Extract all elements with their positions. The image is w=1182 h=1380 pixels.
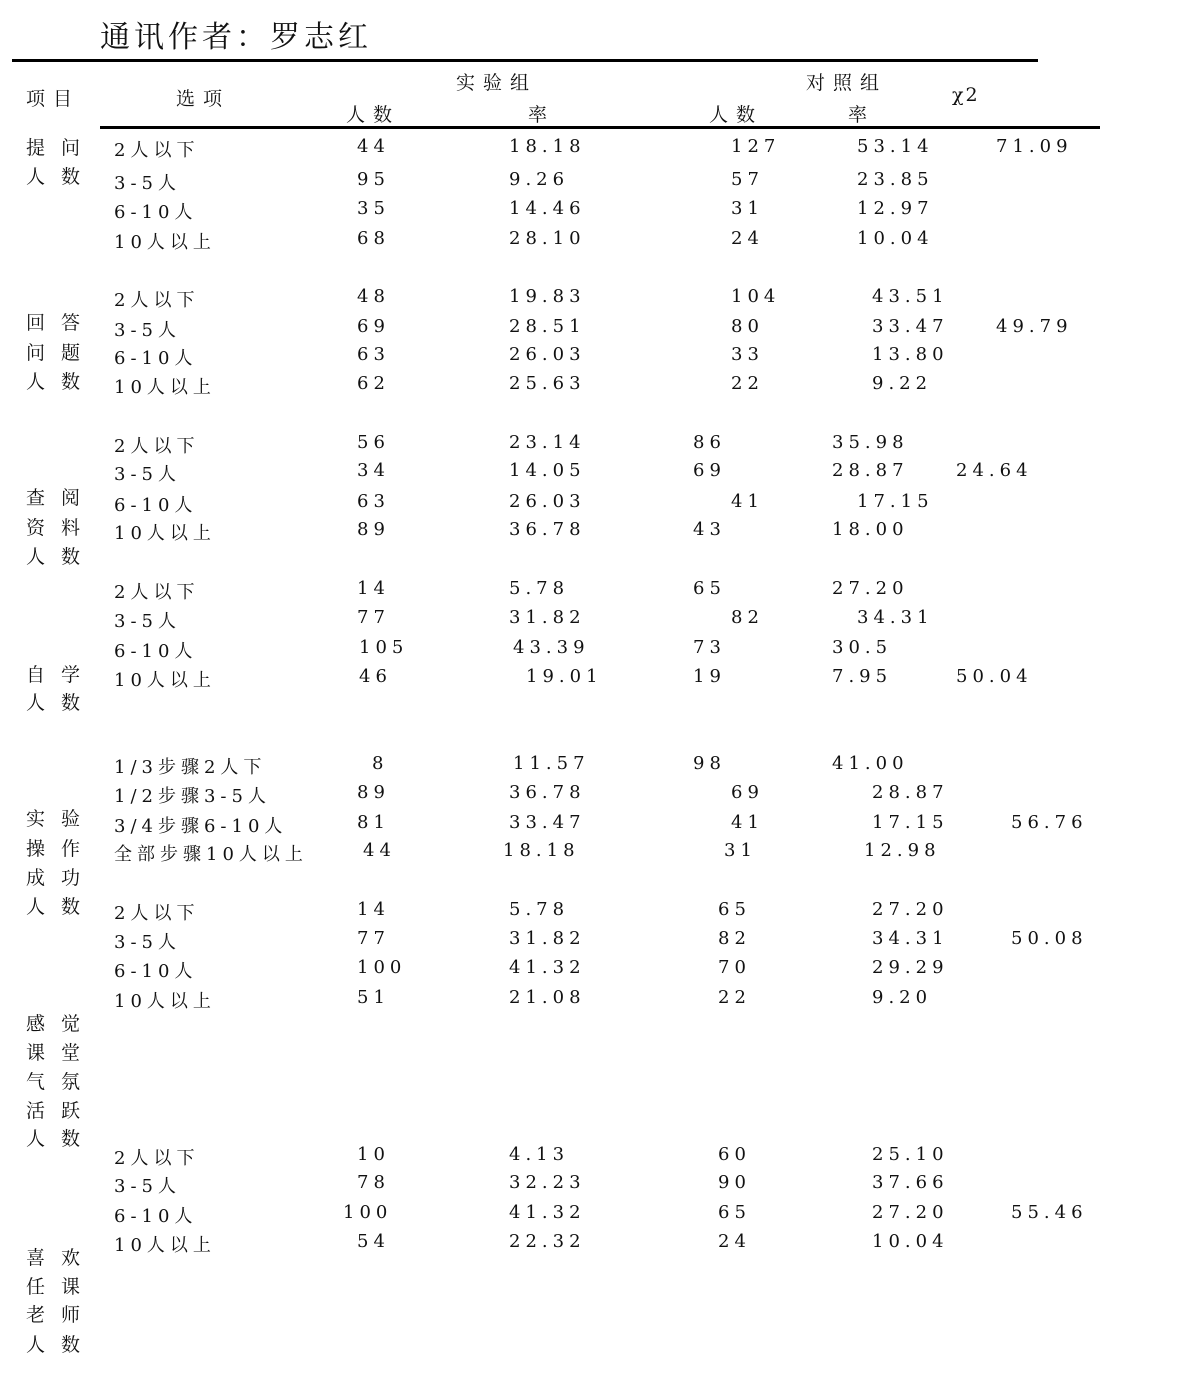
section-label-line: 资料 <box>26 517 97 539</box>
ctrl-count-cell: 65 <box>693 578 726 599</box>
exp-count-cell: 89 <box>357 782 390 803</box>
ctrl-rate-cell: 10.04 <box>872 1231 949 1252</box>
section-label-line: 回答 <box>26 312 97 334</box>
exp-rate-cell: 41.32 <box>509 957 586 978</box>
exp-rate-cell: 28.10 <box>509 228 586 249</box>
chi-value: 24.64 <box>956 460 1033 481</box>
exp-count-cell: 8 <box>372 753 389 774</box>
exp-count-cell: 81 <box>357 812 390 833</box>
ctrl-count-cell: 104 <box>731 286 781 307</box>
ctrl-count-cell: 90 <box>718 1172 751 1193</box>
ctrl-rate-cell: 12.98 <box>864 840 941 861</box>
ctrl-count-cell: 57 <box>731 169 764 190</box>
option-cell: 3-5人 <box>114 1176 181 1197</box>
section-label-line: 查阅 <box>26 487 97 509</box>
option-cell: 3-5人 <box>114 173 181 194</box>
ctrl-rate-cell: 34.31 <box>872 928 949 949</box>
exp-count-cell: 100 <box>357 957 407 978</box>
section-label-line: 自学 <box>26 664 97 686</box>
chi-value: 49.79 <box>996 316 1073 337</box>
ctrl-count-cell: 65 <box>718 899 751 920</box>
ctrl-rate-cell: 12.97 <box>857 198 934 219</box>
exp-count-cell: 100 <box>343 1202 393 1223</box>
ctrl-rate-cell: 10.04 <box>857 228 934 249</box>
ctrl-count-cell: 86 <box>693 432 726 453</box>
exp-count-cell: 56 <box>357 432 390 453</box>
exp-rate-cell: 36.78 <box>509 782 586 803</box>
exp-count-cell: 35 <box>357 198 390 219</box>
chi-value: 50.04 <box>956 666 1033 687</box>
ctrl-rate-cell: 27.20 <box>872 1202 949 1223</box>
exp-count-cell: 89 <box>357 519 390 540</box>
ctrl-count-cell: 22 <box>731 373 764 394</box>
exp-count-cell: 54 <box>357 1231 390 1252</box>
exp-count-cell: 44 <box>363 840 396 861</box>
exp-count-cell: 46 <box>359 666 392 687</box>
option-cell: 10人以上 <box>114 523 216 544</box>
exp-rate-cell: 19.83 <box>509 286 586 307</box>
section-label-line: 人数 <box>26 1334 97 1356</box>
ctrl-count-cell: 31 <box>731 198 764 219</box>
exp-rate-cell: 22.32 <box>509 1231 586 1252</box>
option-cell: 3/4步骤6-10人 <box>114 816 288 837</box>
ctrl-count-cell: 69 <box>731 782 764 803</box>
exp-count-cell: 62 <box>357 373 390 394</box>
header-exp-count: 人数 <box>346 104 401 126</box>
option-cell: 2人以下 <box>114 436 200 457</box>
ctrl-rate-cell: 33.47 <box>872 316 949 337</box>
exp-count-cell: 105 <box>359 637 409 658</box>
option-cell: 2人以下 <box>114 903 200 924</box>
section-label-line: 提问 <box>26 137 97 159</box>
exp-rate-cell: 25.63 <box>509 373 586 394</box>
section-label-line: 问题 <box>26 342 97 364</box>
option-cell: 3-5人 <box>114 611 181 632</box>
author-title: 通讯作者：罗志红 <box>100 20 372 55</box>
exp-rate-cell: 26.03 <box>509 344 586 365</box>
header-ctrl-group: 对照组 <box>806 72 888 94</box>
exp-rate-cell: 33.47 <box>509 812 586 833</box>
ctrl-rate-cell: 43.51 <box>872 286 949 307</box>
ctrl-rate-cell: 28.87 <box>832 460 909 481</box>
exp-count-cell: 77 <box>357 607 390 628</box>
exp-rate-cell: 43.39 <box>513 637 590 658</box>
option-cell: 10人以上 <box>114 1235 216 1256</box>
exp-count-cell: 48 <box>357 286 390 307</box>
exp-rate-cell: 14.05 <box>509 460 586 481</box>
option-cell: 10人以上 <box>114 670 216 691</box>
section-label-line: 感觉 <box>26 1013 97 1035</box>
ctrl-count-cell: 24 <box>718 1231 751 1252</box>
exp-count-cell: 78 <box>357 1172 390 1193</box>
ctrl-rate-cell: 34.31 <box>857 607 934 628</box>
ctrl-rate-cell: 23.85 <box>857 169 934 190</box>
chi-value: 50.08 <box>1011 928 1088 949</box>
section-label-line: 气氛 <box>26 1071 97 1093</box>
exp-count-cell: 95 <box>357 169 390 190</box>
section-label-line: 人数 <box>26 166 97 188</box>
exp-rate-cell: 14.46 <box>509 198 586 219</box>
option-cell: 3-5人 <box>114 464 181 485</box>
ctrl-rate-cell: 25.10 <box>872 1144 949 1165</box>
exp-count-cell: 63 <box>357 491 390 512</box>
option-cell: 10人以上 <box>114 377 216 398</box>
top-rule <box>12 59 1038 62</box>
exp-count-cell: 68 <box>357 228 390 249</box>
option-cell: 3-5人 <box>114 320 181 341</box>
exp-rate-cell: 11.57 <box>513 753 590 774</box>
section-label-line: 课堂 <box>26 1042 97 1064</box>
option-cell: 6-10人 <box>114 348 198 369</box>
ctrl-count-cell: 41 <box>731 491 764 512</box>
section-label-line: 人数 <box>26 1128 97 1150</box>
exp-rate-cell: 21.08 <box>509 987 586 1008</box>
ctrl-rate-cell: 27.20 <box>872 899 949 920</box>
exp-rate-cell: 23.14 <box>509 432 586 453</box>
ctrl-count-cell: 70 <box>718 957 751 978</box>
exp-rate-cell: 36.78 <box>509 519 586 540</box>
ctrl-rate-cell: 9.22 <box>872 373 933 394</box>
section-label-line: 操作 <box>26 838 97 860</box>
chi-value: 55.46 <box>1011 1202 1088 1223</box>
section-label-line: 任课 <box>26 1276 97 1298</box>
exp-count-cell: 14 <box>357 899 390 920</box>
header-chi: χ2 <box>952 84 980 106</box>
exp-count-cell: 34 <box>357 460 390 481</box>
exp-rate-cell: 18.18 <box>503 840 580 861</box>
chi-value: 56.76 <box>1011 812 1088 833</box>
exp-count-cell: 51 <box>357 987 390 1008</box>
option-cell: 2人以下 <box>114 140 200 161</box>
ctrl-rate-cell: 41.00 <box>832 753 909 774</box>
exp-rate-cell: 19.01 <box>526 666 603 687</box>
ctrl-count-cell: 82 <box>718 928 751 949</box>
exp-count-cell: 10 <box>357 1144 390 1165</box>
ctrl-rate-cell: 37.66 <box>872 1172 949 1193</box>
ctrl-count-cell: 80 <box>731 316 764 337</box>
exp-rate-cell: 4.13 <box>509 1144 570 1165</box>
ctrl-count-cell: 31 <box>724 840 757 861</box>
ctrl-rate-cell: 17.15 <box>872 812 949 833</box>
ctrl-count-cell: 98 <box>693 753 726 774</box>
option-cell: 全部步骤10人以上 <box>114 844 308 865</box>
section-label-line: 人数 <box>26 896 97 918</box>
ctrl-count-cell: 19 <box>693 666 726 687</box>
exp-rate-cell: 26.03 <box>509 491 586 512</box>
exp-rate-cell: 28.51 <box>509 316 586 337</box>
option-cell: 10人以上 <box>114 991 216 1012</box>
option-cell: 6-10人 <box>114 961 198 982</box>
ctrl-count-cell: 22 <box>718 987 751 1008</box>
option-cell: 6-10人 <box>114 495 198 516</box>
header-exp-group: 实验组 <box>456 72 538 94</box>
header-option: 选项 <box>176 88 231 110</box>
option-cell: 6-10人 <box>114 202 198 223</box>
header-rule <box>100 126 1100 129</box>
section-label-line: 老师 <box>26 1304 97 1326</box>
option-cell: 1/2步骤3-5人 <box>114 786 271 807</box>
option-cell: 10人以上 <box>114 232 216 253</box>
ctrl-count-cell: 82 <box>731 607 764 628</box>
ctrl-rate-cell: 27.20 <box>832 578 909 599</box>
exp-count-cell: 14 <box>357 578 390 599</box>
section-label-line: 活跃 <box>26 1100 97 1122</box>
section-label-line: 成功 <box>26 867 97 889</box>
ctrl-count-cell: 60 <box>718 1144 751 1165</box>
exp-rate-cell: 32.23 <box>509 1172 586 1193</box>
option-cell: 6-10人 <box>114 641 198 662</box>
exp-rate-cell: 41.32 <box>509 1202 586 1223</box>
exp-rate-cell: 9.26 <box>509 169 570 190</box>
section-label-line: 实验 <box>26 808 97 830</box>
ctrl-count-cell: 33 <box>731 344 764 365</box>
section-label-line: 人数 <box>26 692 97 714</box>
ctrl-count-cell: 69 <box>693 460 726 481</box>
ctrl-rate-cell: 53.14 <box>857 136 934 157</box>
section-label-line: 人数 <box>26 546 97 568</box>
option-cell: 2人以下 <box>114 582 200 603</box>
ctrl-rate-cell: 28.87 <box>872 782 949 803</box>
ctrl-count-cell: 43 <box>693 519 726 540</box>
exp-count-cell: 69 <box>357 316 390 337</box>
ctrl-count-cell: 127 <box>731 136 781 157</box>
ctrl-rate-cell: 35.98 <box>832 432 909 453</box>
section-label-line: 喜欢 <box>26 1247 97 1269</box>
option-cell: 6-10人 <box>114 1206 198 1227</box>
header-item: 项目 <box>26 88 81 110</box>
section-label-line: 人数 <box>26 371 97 393</box>
ctrl-rate-cell: 9.20 <box>872 987 933 1008</box>
ctrl-count-cell: 24 <box>731 228 764 249</box>
exp-count-cell: 63 <box>357 344 390 365</box>
ctrl-count-cell: 41 <box>731 812 764 833</box>
ctrl-rate-cell: 7.95 <box>832 666 893 687</box>
header-ctrl-rate: 率 <box>848 104 876 126</box>
option-cell: 1/3步骤2人下 <box>114 757 267 778</box>
option-cell: 2人以下 <box>114 1148 200 1169</box>
option-cell: 2人以下 <box>114 290 200 311</box>
header-ctrl-count: 人数 <box>709 104 764 126</box>
exp-rate-cell: 5.78 <box>509 578 570 599</box>
ctrl-rate-cell: 30.5 <box>832 637 893 658</box>
exp-rate-cell: 18.18 <box>509 136 586 157</box>
ctrl-rate-cell: 18.00 <box>832 519 909 540</box>
ctrl-count-cell: 73 <box>693 637 726 658</box>
exp-rate-cell: 5.78 <box>509 899 570 920</box>
exp-count-cell: 77 <box>357 928 390 949</box>
ctrl-rate-cell: 17.15 <box>857 491 934 512</box>
option-cell: 3-5人 <box>114 932 181 953</box>
ctrl-rate-cell: 29.29 <box>872 957 949 978</box>
ctrl-count-cell: 65 <box>718 1202 751 1223</box>
header-exp-rate: 率 <box>528 104 556 126</box>
chi-value: 71.09 <box>996 136 1073 157</box>
ctrl-rate-cell: 13.80 <box>872 344 949 365</box>
exp-rate-cell: 31.82 <box>509 607 586 628</box>
exp-count-cell: 44 <box>357 136 390 157</box>
exp-rate-cell: 31.82 <box>509 928 586 949</box>
